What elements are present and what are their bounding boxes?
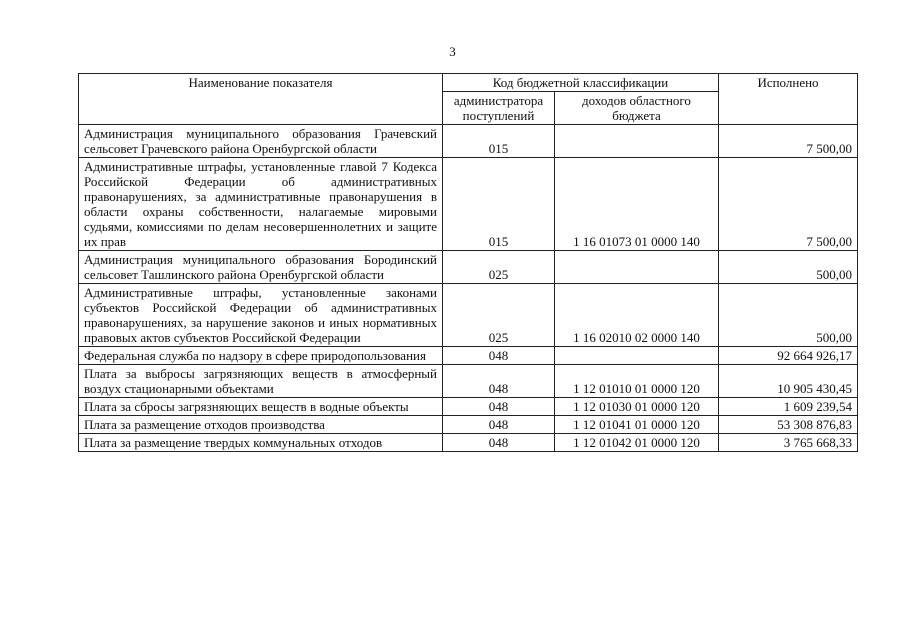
revenue-code: 1 12 01042 01 0000 120	[555, 434, 719, 452]
indicator-name: Плата за размещение твердых коммунальных отходов	[79, 434, 443, 452]
executed-amount: 500,00	[719, 251, 858, 284]
revenue-code: 1 12 01041 01 0000 120	[555, 416, 719, 434]
header-administrator: администратора поступлений	[443, 92, 555, 125]
indicator-name: Плата за размещение отходов производства	[79, 416, 443, 434]
administrator-code: 025	[443, 284, 555, 347]
indicator-name: Административные штрафы, установленные главой 7 Кодекса Российской Федерации об административных правонарушениях, за административные правонарушения в области охраны собственности, налагаемые мировыми судьями, комиссиями по делам несовершеннолетних и защите их прав	[79, 158, 443, 251]
executed-amount: 53 308 876,83	[719, 416, 858, 434]
indicator-name: Администрация муниципального образования Бородинский сельсовет Ташлинского района Оренбургской области	[79, 251, 443, 284]
header-indicator: Наименование показателя	[79, 74, 443, 125]
table-row	[79, 347, 858, 365]
administrator-code: 015	[443, 125, 555, 158]
table-row	[79, 284, 858, 347]
table-row	[79, 251, 858, 284]
administrator-code: 048	[443, 416, 555, 434]
table-body	[79, 125, 858, 452]
indicator-name: Административные штрафы, установленные законами субъектов Российской Федерации об административных правонарушениях, за нарушение законов и иных нормативных правовых актов субъектов Российской Федерации	[79, 284, 443, 347]
revenue-code	[555, 125, 719, 158]
administrator-code: 048	[443, 365, 555, 398]
table-row	[79, 125, 858, 158]
revenue-code: 1 12 01010 01 0000 120	[555, 365, 719, 398]
executed-amount: 7 500,00	[719, 158, 858, 251]
revenue-code	[555, 251, 719, 284]
indicator-name: Администрация муниципального образования Грачевский сельсовет Грачевского района Оренбургской области	[79, 125, 443, 158]
budget-table	[78, 73, 858, 452]
indicator-name: Плата за выбросы загрязняющих веществ в атмосферный воздух стационарными объектами	[79, 365, 443, 398]
executed-amount: 10 905 430,45	[719, 365, 858, 398]
table-row	[79, 158, 858, 251]
revenue-code: 1 16 02010 02 0000 140	[555, 284, 719, 347]
table-row	[79, 416, 858, 434]
administrator-code: 015	[443, 158, 555, 251]
administrator-code: 048	[443, 347, 555, 365]
table-row	[79, 365, 858, 398]
administrator-code: 048	[443, 434, 555, 452]
executed-amount: 1 609 239,54	[719, 398, 858, 416]
administrator-code: 048	[443, 398, 555, 416]
indicator-name: Плата за сбросы загрязняющих веществ в водные объекты	[79, 398, 443, 416]
executed-amount: 7 500,00	[719, 125, 858, 158]
header-row	[79, 74, 858, 92]
table-row	[79, 398, 858, 416]
executed-amount: 500,00	[719, 284, 858, 347]
administrator-code: 025	[443, 251, 555, 284]
executed-amount: 3 765 668,33	[719, 434, 858, 452]
header-revenue: доходов областного бюджета	[555, 92, 719, 125]
indicator-name: Федеральная служба по надзору в сфере природопользования	[79, 347, 443, 365]
page-number: 3	[449, 44, 456, 59]
revenue-code	[555, 347, 719, 365]
header-budget-code: Код бюджетной классификации	[443, 74, 719, 92]
revenue-code: 1 16 01073 01 0000 140	[555, 158, 719, 251]
header-executed: Исполнено	[719, 74, 858, 125]
table-row	[79, 434, 858, 452]
revenue-code: 1 12 01030 01 0000 120	[555, 398, 719, 416]
executed-amount: 92 664 926,17	[719, 347, 858, 365]
